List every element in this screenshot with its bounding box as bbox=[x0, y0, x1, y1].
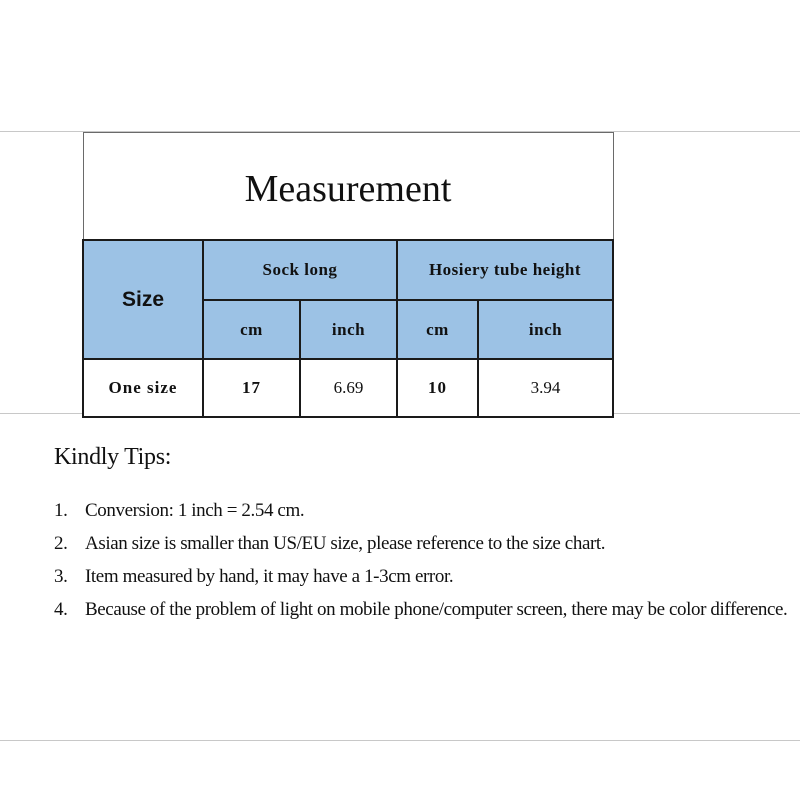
tips-title: Kindly Tips: bbox=[54, 444, 172, 470]
table-header-row bbox=[83, 240, 613, 300]
list-text: Item measured by hand, it may have a 1-3cm error. bbox=[85, 566, 454, 587]
size-chart-table bbox=[82, 132, 614, 418]
tips-list bbox=[54, 494, 794, 626]
list-number: 3. bbox=[54, 566, 68, 587]
hosiery-tube-height-header: Hosiery tube height bbox=[397, 240, 613, 300]
table-title-row bbox=[83, 133, 613, 241]
value-cell: 3.94 bbox=[478, 359, 613, 417]
list-text: Asian size is smaller than US/EU size, please reference to the size chart. bbox=[85, 533, 606, 554]
list-item bbox=[54, 560, 794, 593]
value-cell: 17 bbox=[203, 359, 300, 417]
unit-header: cm bbox=[203, 300, 300, 359]
unit-header: cm bbox=[397, 300, 478, 359]
list-number: 2. bbox=[54, 533, 68, 554]
bottom-divider bbox=[0, 740, 800, 741]
list-item bbox=[54, 494, 794, 527]
list-text: Conversion: 1 inch = 2.54 cm. bbox=[85, 500, 305, 521]
list-item bbox=[54, 527, 794, 560]
table-title: Measurement bbox=[83, 133, 613, 241]
size-cell: One size bbox=[83, 359, 203, 417]
list-number: 1. bbox=[54, 500, 68, 521]
table-row bbox=[83, 359, 613, 417]
list-item bbox=[54, 593, 794, 626]
unit-header: inch bbox=[478, 300, 613, 359]
list-text: Because of the problem of light on mobile phone/computer screen, there may be color difference. bbox=[85, 599, 788, 620]
value-cell: 10 bbox=[397, 359, 478, 417]
list-number: 4. bbox=[54, 599, 68, 620]
sock-long-header: Sock long bbox=[203, 240, 397, 300]
size-column-header: Size bbox=[83, 240, 203, 359]
value-cell: 6.69 bbox=[300, 359, 397, 417]
unit-header: inch bbox=[300, 300, 397, 359]
